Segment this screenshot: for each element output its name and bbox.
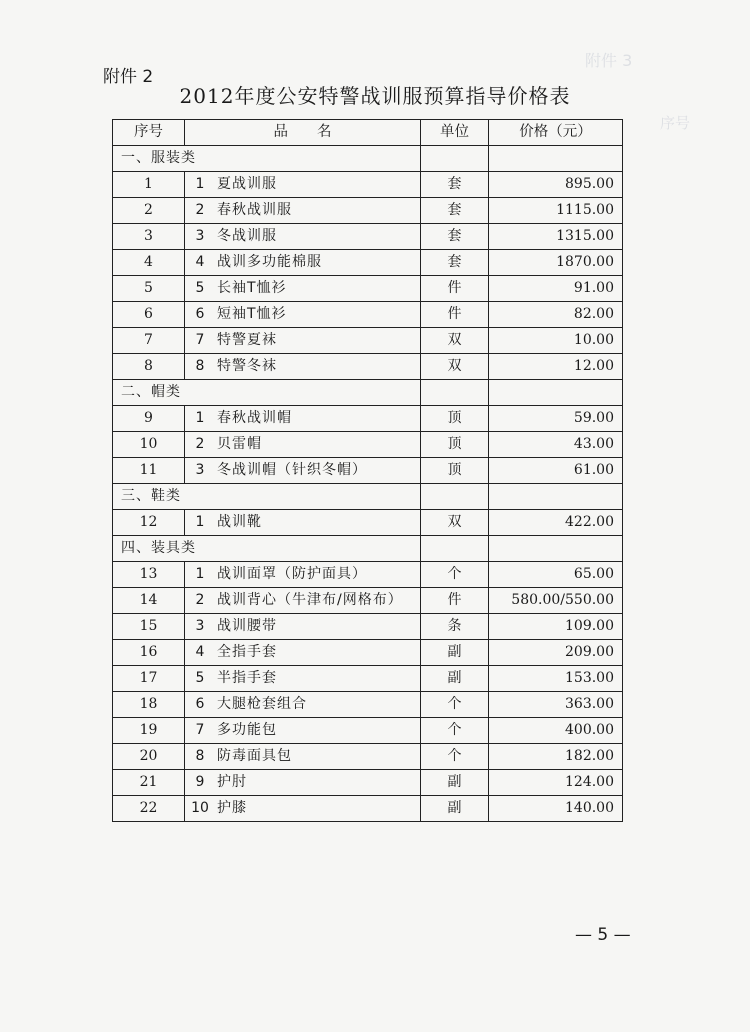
item-price: 182.00 [489, 744, 623, 770]
item-name-cell [185, 328, 421, 354]
item-unit: 副 [421, 770, 489, 796]
category-price-cell [489, 146, 623, 172]
item-unit: 副 [421, 796, 489, 822]
category-label: 三、鞋类 [113, 484, 421, 510]
item-name-cell [185, 172, 421, 198]
item-unit: 套 [421, 224, 489, 250]
sub-number: 8 [195, 358, 205, 374]
item-price: 91.00 [489, 276, 623, 302]
sub-number: 5 [195, 280, 205, 296]
item-name: 战训腰带 [217, 618, 277, 634]
item-name-cell [185, 250, 421, 276]
item-name-cell [185, 276, 421, 302]
item-price: 12.00 [489, 354, 623, 380]
item-unit: 顶 [421, 458, 489, 484]
table-row [113, 302, 623, 328]
category-unit-cell [421, 484, 489, 510]
item-unit: 个 [421, 562, 489, 588]
category-row [113, 536, 623, 562]
item-name-cell [185, 458, 421, 484]
category-price-cell [489, 380, 623, 406]
item-name: 半指手套 [217, 670, 277, 686]
table-row [113, 354, 623, 380]
item-name: 战训靴 [217, 514, 262, 530]
sub-number: 6 [195, 696, 205, 712]
item-unit: 件 [421, 588, 489, 614]
item-name: 贝雷帽 [217, 436, 262, 452]
item-name-cell [185, 224, 421, 250]
item-price: 59.00 [489, 406, 623, 432]
sub-number: 1 [195, 410, 205, 426]
item-name-cell [185, 510, 421, 536]
sub-number: 4 [195, 254, 205, 270]
sub-number: 2 [195, 202, 205, 218]
category-row [113, 484, 623, 510]
table-body [113, 146, 623, 822]
category-unit-cell [421, 536, 489, 562]
item-name-cell [185, 198, 421, 224]
item-name-cell [185, 718, 421, 744]
table-row [113, 744, 623, 770]
item-price: 895.00 [489, 172, 623, 198]
item-unit: 件 [421, 276, 489, 302]
item-name-cell [185, 640, 421, 666]
sub-number: 9 [195, 774, 205, 790]
item-price: 400.00 [489, 718, 623, 744]
item-name: 战训背心（牛津布/网格布） [217, 592, 403, 608]
table-row [113, 770, 623, 796]
item-name: 夏战训服 [217, 176, 277, 192]
item-price: 1315.00 [489, 224, 623, 250]
row-number: 12 [113, 510, 185, 536]
item-name: 防毒面具包 [217, 748, 292, 764]
table-row [113, 276, 623, 302]
item-price: 65.00 [489, 562, 623, 588]
item-price: 1115.00 [489, 198, 623, 224]
category-unit-cell [421, 380, 489, 406]
item-price: 153.00 [489, 666, 623, 692]
row-number: 5 [113, 276, 185, 302]
row-number: 9 [113, 406, 185, 432]
item-price: 209.00 [489, 640, 623, 666]
table-row [113, 640, 623, 666]
category-price-cell [489, 536, 623, 562]
table-row [113, 458, 623, 484]
item-name: 护膝 [217, 800, 247, 816]
item-unit: 件 [421, 302, 489, 328]
row-number: 2 [113, 198, 185, 224]
item-name: 冬战训服 [217, 228, 277, 244]
item-price: 61.00 [489, 458, 623, 484]
row-number: 15 [113, 614, 185, 640]
item-price: 43.00 [489, 432, 623, 458]
item-unit: 顶 [421, 432, 489, 458]
sub-number: 2 [195, 436, 205, 452]
item-name-cell [185, 354, 421, 380]
header-unit: 单位 [421, 120, 489, 146]
item-name: 短袖T恤衫 [217, 306, 287, 322]
row-number: 16 [113, 640, 185, 666]
bleed-through-page-label: 附件 3 [585, 51, 633, 70]
item-name-cell [185, 744, 421, 770]
table-row [113, 510, 623, 536]
sub-number: 8 [195, 748, 205, 764]
row-number: 7 [113, 328, 185, 354]
item-unit: 套 [421, 198, 489, 224]
item-name-cell [185, 588, 421, 614]
header-name: 品 名 [185, 120, 421, 146]
item-name-cell [185, 796, 421, 822]
item-price: 363.00 [489, 692, 623, 718]
table-row [113, 562, 623, 588]
item-unit: 双 [421, 354, 489, 380]
category-label: 一、服装类 [113, 146, 421, 172]
page-number: — 5 — [575, 925, 631, 945]
row-number: 18 [113, 692, 185, 718]
item-name-cell [185, 302, 421, 328]
item-name-cell [185, 770, 421, 796]
header-no: 序号 [113, 120, 185, 146]
item-name: 全指手套 [217, 644, 277, 660]
table-row [113, 250, 623, 276]
item-price: 109.00 [489, 614, 623, 640]
item-name: 春秋战训帽 [217, 410, 292, 426]
row-number: 11 [113, 458, 185, 484]
row-number: 19 [113, 718, 185, 744]
row-number: 1 [113, 172, 185, 198]
item-price: 124.00 [489, 770, 623, 796]
item-name: 特警夏袜 [217, 332, 277, 348]
table-row [113, 588, 623, 614]
table-row [113, 198, 623, 224]
row-number: 3 [113, 224, 185, 250]
item-name: 冬战训帽（针织冬帽） [217, 462, 367, 478]
item-name: 战训多功能棉服 [217, 254, 322, 270]
row-number: 17 [113, 666, 185, 692]
row-number: 20 [113, 744, 185, 770]
sub-number: 2 [195, 592, 205, 608]
bleed-through-column-header: 序号 [660, 114, 691, 132]
item-unit: 双 [421, 328, 489, 354]
item-name: 护肘 [217, 774, 247, 790]
row-number: 6 [113, 302, 185, 328]
item-unit: 条 [421, 614, 489, 640]
item-name: 战训面罩（防护面具） [217, 566, 367, 582]
table-row [113, 718, 623, 744]
item-price: 1870.00 [489, 250, 623, 276]
item-unit: 双 [421, 510, 489, 536]
item-unit: 副 [421, 640, 489, 666]
sub-number: 4 [195, 644, 205, 660]
item-price: 10.00 [489, 328, 623, 354]
item-name: 大腿枪套组合 [217, 696, 307, 712]
row-number: 10 [113, 432, 185, 458]
attachment-label: 附件 2 [103, 67, 154, 87]
item-unit: 套 [421, 250, 489, 276]
sub-number: 3 [195, 462, 205, 478]
item-name-cell [185, 432, 421, 458]
price-table [112, 119, 623, 822]
item-unit: 个 [421, 744, 489, 770]
table-row [113, 224, 623, 250]
category-row [113, 146, 623, 172]
row-number: 13 [113, 562, 185, 588]
item-unit: 个 [421, 692, 489, 718]
table-row [113, 328, 623, 354]
sub-number: 5 [195, 670, 205, 686]
item-name-cell [185, 666, 421, 692]
sub-number: 1 [195, 514, 205, 530]
sub-number: 6 [195, 306, 205, 322]
item-name-cell [185, 692, 421, 718]
table-header-row [113, 120, 623, 146]
item-price: 422.00 [489, 510, 623, 536]
page-title: 2012年度公安特警战训服预算指导价格表 [179, 84, 571, 108]
item-unit: 副 [421, 666, 489, 692]
category-label: 四、装具类 [113, 536, 421, 562]
table-row [113, 614, 623, 640]
item-name: 长袖T恤衫 [217, 280, 287, 296]
table-row [113, 432, 623, 458]
sub-number: 7 [195, 332, 205, 348]
sub-number: 3 [195, 228, 205, 244]
row-number: 4 [113, 250, 185, 276]
item-unit: 套 [421, 172, 489, 198]
row-number: 8 [113, 354, 185, 380]
category-label: 二、帽类 [113, 380, 421, 406]
row-number: 14 [113, 588, 185, 614]
item-name-cell [185, 406, 421, 432]
item-name: 多功能包 [217, 722, 277, 738]
category-unit-cell [421, 146, 489, 172]
item-price: 580.00/550.00 [489, 588, 623, 614]
category-row [113, 380, 623, 406]
sub-number: 1 [195, 566, 205, 582]
item-unit: 顶 [421, 406, 489, 432]
sub-number: 3 [195, 618, 205, 634]
item-name-cell [185, 562, 421, 588]
item-name-cell [185, 614, 421, 640]
table-row [113, 172, 623, 198]
header-price: 价格（元） [489, 120, 623, 146]
item-price: 140.00 [489, 796, 623, 822]
item-price: 82.00 [489, 302, 623, 328]
item-name: 春秋战训服 [217, 202, 292, 218]
table-row [113, 406, 623, 432]
table-row [113, 666, 623, 692]
sub-number: 10 [191, 800, 209, 816]
item-name: 特警冬袜 [217, 358, 277, 374]
row-number: 22 [113, 796, 185, 822]
sub-number: 7 [195, 722, 205, 738]
table-row [113, 796, 623, 822]
row-number: 21 [113, 770, 185, 796]
table-row [113, 692, 623, 718]
sub-number: 1 [195, 176, 205, 192]
item-unit: 个 [421, 718, 489, 744]
category-price-cell [489, 484, 623, 510]
